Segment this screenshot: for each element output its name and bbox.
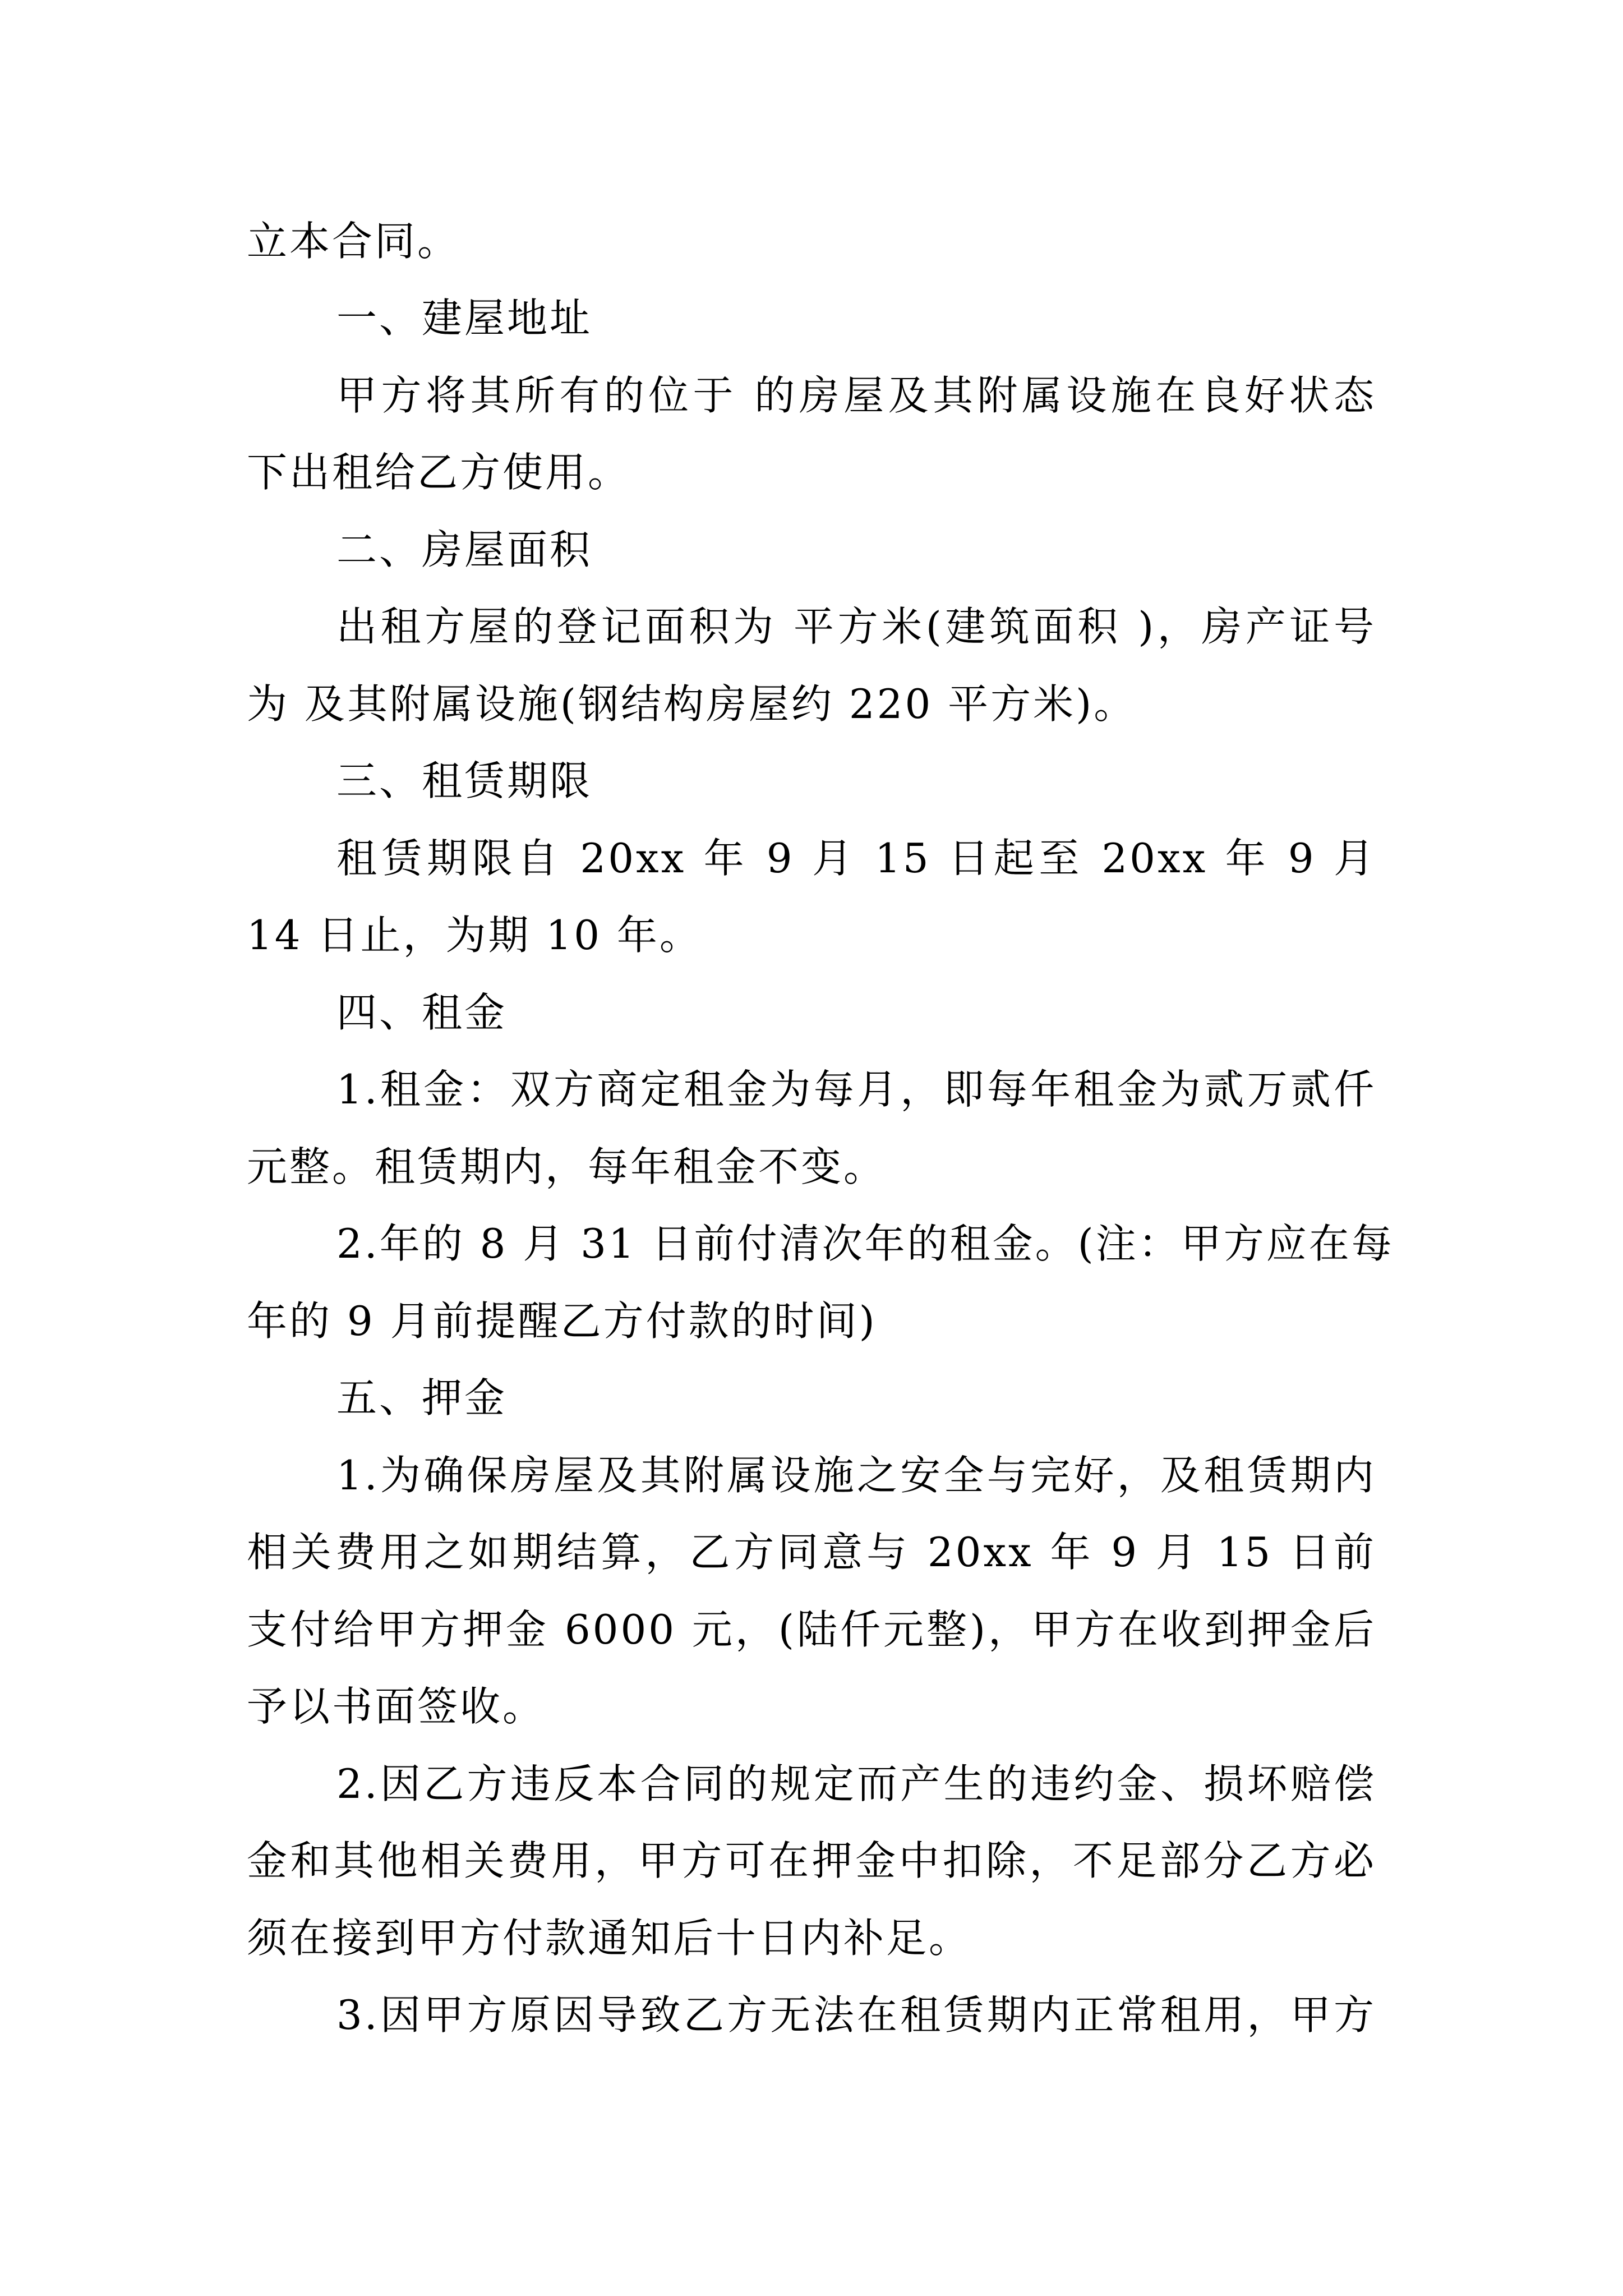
text-line: 1.为确保房屋及其附属设施之安全与完好，及租赁期内 — [336, 1452, 1376, 1499]
text-line: 须在接到甲方付款通知后十日内补足。 — [247, 1915, 972, 1962]
text-line: 出租方屋的登记面积为 平方米(建筑面积 )，房产证号 — [336, 603, 1376, 650]
text-line: 元整。租赁期内，每年租金不变。 — [247, 1143, 887, 1190]
text-line: 立本合同。 — [247, 218, 460, 265]
text-line: 2.年的 8 月 31 日前付清次年的租金。(注：甲方应在每 — [336, 1220, 1394, 1267]
text-line: 予以书面签收。 — [247, 1683, 546, 1730]
section-heading: 二、房屋面积 — [336, 526, 593, 573]
text-line: 3.因甲方原因导致乙方无法在租赁期内正常租用，甲方 — [336, 1991, 1376, 2039]
text-line: 相关费用之如期结算，乙方同意与 20xx 年 9 月 15 日前 — [247, 1529, 1376, 1576]
text-line: 甲方将其所有的位于 的房屋及其附属设施在良好状态 — [336, 372, 1376, 419]
section-heading: 一、建屋地址 — [336, 295, 593, 342]
text-line: 2.因乙方违反本合同的规定而产生的违约金、损坏赔偿 — [336, 1760, 1376, 1807]
text-line: 租赁期限自 20xx 年 9 月 15 日起至 20xx 年 9 月 — [336, 835, 1376, 882]
text-line: 金和其他相关费用，甲方可在押金中扣除，不足部分乙方必 — [247, 1837, 1376, 1884]
section-heading: 四、租金 — [336, 989, 508, 1036]
text-line: 1.租金：双方商定租金为每月，即每年租金为贰万贰仟 — [336, 1066, 1376, 1113]
text-line: 14 日止，为期 10 年。 — [247, 912, 702, 959]
section-heading: 三、租赁期限 — [336, 757, 593, 804]
text-line: 为 及其附属设施(钢结构房屋约 220 平方米)。 — [247, 680, 1137, 728]
section-heading: 五、押金 — [336, 1374, 508, 1421]
text-line: 年的 9 月前提醒乙方付款的时间) — [247, 1297, 877, 1345]
text-line: 支付给甲方押金 6000 元，(陆仟元整)，甲方在收到押金后 — [247, 1606, 1376, 1653]
text-line: 下出租给乙方使用。 — [247, 449, 631, 496]
